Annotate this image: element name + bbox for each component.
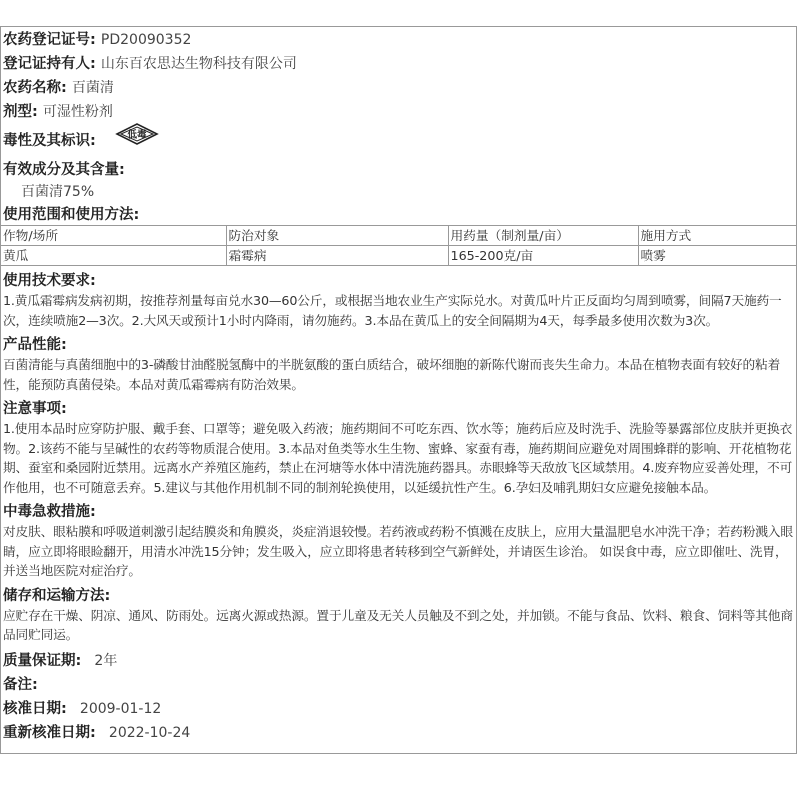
holder-row bbox=[1, 51, 796, 75]
toxicity-badge-text: 低毒 bbox=[127, 129, 147, 141]
storage-label-row bbox=[1, 584, 796, 606]
first-aid-text: 对皮肤、眼粘膜和呼吸道刺激引起结膜炎和角膜炎，炎症消退较慢。若药液或药粉不慎溅在皮肤上，应用大量温肥皂水冲洗干净；若药粉溅入眼睛，应立即将眼睑翻开，用清水冲洗15分钟；发生吸入，应立即将患者转移到空气新鲜处，并请医生诊治。 如误食中毒，应立即催吐、洗胃，并送当地医院对症治疗。 bbox=[3, 524, 793, 578]
usage-cell-crop: 黄瓜 bbox=[1, 246, 226, 266]
performance-label-row bbox=[1, 333, 796, 355]
reapproval-label: 重新核准日期: bbox=[3, 724, 96, 741]
reg-no-label: 农药登记证号: bbox=[3, 32, 96, 48]
reg-no-value: PD20090352 bbox=[100, 32, 192, 48]
shelf-life-value: 2年 bbox=[94, 652, 118, 669]
usage-cell-dosage: 165-200克/亩 bbox=[448, 246, 638, 266]
remarks-label: 备注: bbox=[3, 676, 38, 693]
storage-label: 储存和运输方法: bbox=[3, 587, 111, 604]
tech-label-row bbox=[1, 269, 796, 291]
first-aid-label-row bbox=[1, 500, 796, 522]
cautions-label-row bbox=[1, 397, 796, 419]
toxicity-label: 毒性及其标识: bbox=[3, 133, 96, 149]
approval-row bbox=[1, 696, 796, 720]
name-value: 百菌清 bbox=[71, 80, 114, 96]
tech-label: 使用技术要求: bbox=[3, 273, 96, 289]
performance-text: 百菌清能与真菌细胞中的3-磷酸甘油醛脱氢酶中的半胱氨酸的蛋白质结合，破坏细胞的新陈代谢而丧失生命力。本品在植物表面有较好的粘着性，能预防真菌侵染。本品对黄瓜霜霉病有防治效果。 bbox=[3, 357, 781, 392]
usage-header-method: 施用方式 bbox=[638, 226, 796, 246]
cautions-text: 1.使用本品时应穿防护服、戴手套、口罩等；避免吸入药液；施药期间不可吃东西、饮水等；施药后应及时洗手、洗脸等暴露部位皮肤并更换衣物。2.该药不能与呈碱性的农药等物质混合使用。3.本品对鱼类等水生生物、蜜蜂、家蚕有毒，施药期间应避免对周围蜂群的影响、开花植物花期、蚕室和桑园附近禁用。远离水产养殖区施药，禁止在河塘等水体中清洗施药器具。赤眼蜂等天敌放飞区域禁用。4.废弃物应妥善处理，不可作他用，也不可随意丢弃。5.建议与其他作用机制不同的制剂轮换使用，以延缓抗性产生。6.孕妇及哺乳期妇女应避免接触本品。 bbox=[3, 421, 793, 495]
usage-header-target: 防治对象 bbox=[226, 226, 448, 246]
reapproval-row bbox=[1, 720, 796, 744]
formulation-value: 可湿性粉剂 bbox=[42, 104, 113, 120]
remarks-row bbox=[1, 672, 796, 696]
name-row bbox=[1, 75, 796, 99]
table-row bbox=[1, 246, 796, 266]
usage-label: 使用范围和使用方法: bbox=[3, 207, 140, 223]
usage-cell-method: 喷雾 bbox=[638, 246, 796, 266]
shelf-life-row bbox=[1, 648, 796, 672]
active-label: 有效成分及其含量: bbox=[3, 162, 125, 178]
storage-text: 应贮存在干燥、阴凉、通风、防雨处。远离火源或热源。置于儿童及无关人员触及不到之处，并加锁。不能与食品、饮料、粮食、饲料等其他商品同贮同运。 bbox=[3, 607, 793, 642]
usage-label-row bbox=[1, 203, 796, 225]
holder-label: 登记证持有人: bbox=[3, 56, 96, 72]
formulation-label: 剂型: bbox=[3, 104, 38, 120]
reg-no-row bbox=[1, 27, 796, 51]
usage-header-dosage: 用药量（制剂量/亩） bbox=[448, 226, 638, 246]
reapproval-value: 2022-10-24 bbox=[108, 724, 191, 741]
pesticide-registration-document bbox=[0, 26, 797, 754]
active-value: 百菌清75% bbox=[21, 184, 95, 200]
name-label: 农药名称: bbox=[3, 80, 67, 96]
usage-table-header bbox=[1, 226, 796, 246]
tech-text: 1.黄瓜霜霉病发病初期，按推荐剂量每亩兑水30—60公斤，或根据当地农业生产实际兑水。对黄瓜叶片正反面均匀周到喷雾，间隔7天施药一次，连续喷施2—3次。2.大风天或预计1小时内降雨，请勿施药。3.本品在黄瓜上的安全间隔期为4天，每季最多使用次数为3次。 bbox=[3, 293, 782, 328]
usage-header-crop: 作物/场所 bbox=[1, 226, 226, 246]
usage-cell-target: 霜霉病 bbox=[226, 246, 448, 266]
formulation-row bbox=[1, 99, 796, 123]
shelf-life-label: 质量保证期: bbox=[3, 652, 82, 669]
performance-label: 产品性能: bbox=[3, 337, 67, 353]
approval-value: 2009-01-12 bbox=[79, 700, 162, 717]
holder-value: 山东百农思达生物科技有限公司 bbox=[100, 56, 297, 72]
toxicity-badge bbox=[115, 122, 159, 157]
approval-label: 核准日期: bbox=[3, 700, 67, 717]
cautions-label: 注意事项: bbox=[3, 401, 67, 417]
first-aid-label: 中毒急救措施: bbox=[3, 504, 96, 520]
usage-table bbox=[1, 225, 796, 266]
toxicity-row bbox=[1, 123, 796, 155]
active-label-row bbox=[1, 157, 796, 181]
low-toxicity-diamond-icon bbox=[115, 122, 159, 146]
